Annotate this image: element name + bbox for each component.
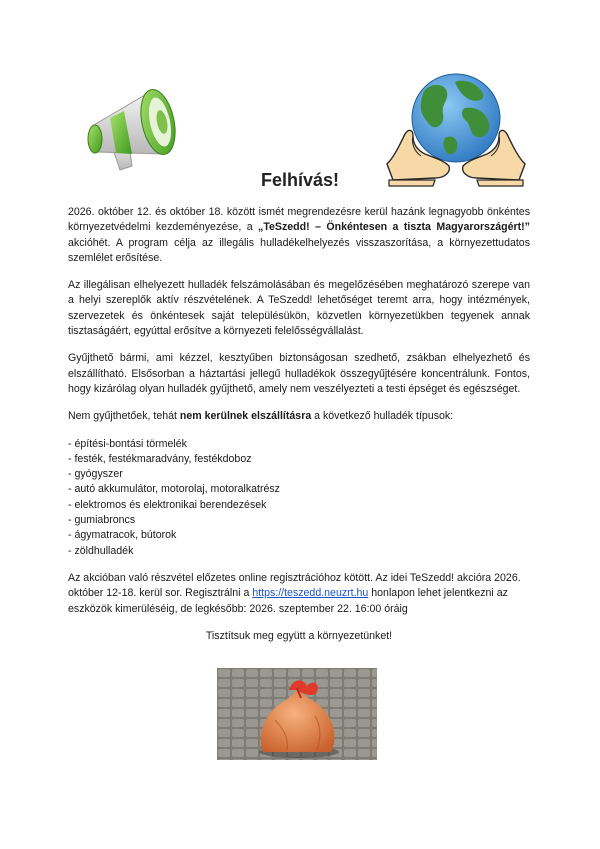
not-collectable-emphasis: nem kerülnek elszállításra: [179, 410, 312, 423]
registration-deadline: honlapon lehet jelentkezni az eszközök kimerüléséig, de legkésőbb: 2026. szeptember 22. 16:00 óráig: [68, 587, 508, 615]
garbage-bag-photo: [217, 668, 377, 760]
list-item: - gyógyszer: [68, 468, 123, 481]
paragraph-not-collectable: [68, 409, 530, 424]
list-item: - építési-bontási törmelék: [68, 437, 187, 450]
not-collectable-end: a következő hulladék típusok:: [311, 410, 454, 423]
paragraph-collectable: Gyűjthető bármi, ami kézzel, kesztyűben biztonságosan szedhető, zsákban elhelyezhető és elszállítható. Elsősorban a háztartási jellegű hulladékok összegyűjtésére koncentrálunk. Fontos, hogy kizárólag olyan hulladék gyűjthető, amely nem veszélyezteti a testi épséget és egészséget.: [68, 352, 530, 395]
list-item: - ágymatracok, bútorok: [68, 529, 177, 542]
registration-text: Az akcióban való részvétel előzetes online regisztrációhoz kötött. Az idei TeSzedd! akcióra 2026. október 12-18. kerül sor. Regisztrálni a: [68, 571, 521, 600]
paragraph-registration: [68, 571, 530, 617]
campaign-name: „TeSzedd! – Önkéntesen a tiszta Magyarországért!”: [258, 221, 530, 234]
intro-text-end: akcióhét. A program célja az illegális hulladékelhelyezés visszaszorítása, a környezettudatos szemlélet erősítése.: [68, 236, 530, 264]
registration-link[interactable]: https://teszedd.neuzrt.hu: [252, 587, 369, 600]
list-item: - gumiabroncs: [68, 514, 136, 527]
announcement-body: [68, 205, 530, 656]
page-title: Felhívás!: [260, 170, 340, 190]
not-collectable-intro: Nem gyűjthetőek, tehát: [68, 410, 180, 423]
paragraph-intro: [68, 205, 530, 266]
paragraph-participation: Az illegálisan elhelyezett hulladék felszámolásában és megelőzésében meghatározó szerepe van a helyi szereplők aktív részvételének. A TeSzedd! lehetőséget teremt arra, hogy intézmények, szervezetek és önkéntesek saját településükön, közvetlen környezetükben tegyenek annak tisztaságáért, egyúttal erősítve a környezeti felelősségvállalást.: [68, 279, 530, 338]
intro-text: 2026. október 12. és október 18. között ismét megrendezésre kerül hazánk legnagyobb önkéntes környezetvédelmi kezdeményezése, a: [68, 206, 530, 234]
list-item: - zöldhulladék: [68, 544, 134, 557]
closing-line: Tisztítsuk meg együtt a környezetünket!: [205, 629, 393, 642]
excluded-waste-list: [68, 437, 530, 559]
list-item: - festék, festékmaradvány, festékdoboz: [68, 452, 252, 465]
list-item: - elektromos és elektronikai berendezések: [68, 498, 267, 511]
list-item: - autó akkumulátor, motorolaj, motoralkatrész: [68, 483, 280, 496]
